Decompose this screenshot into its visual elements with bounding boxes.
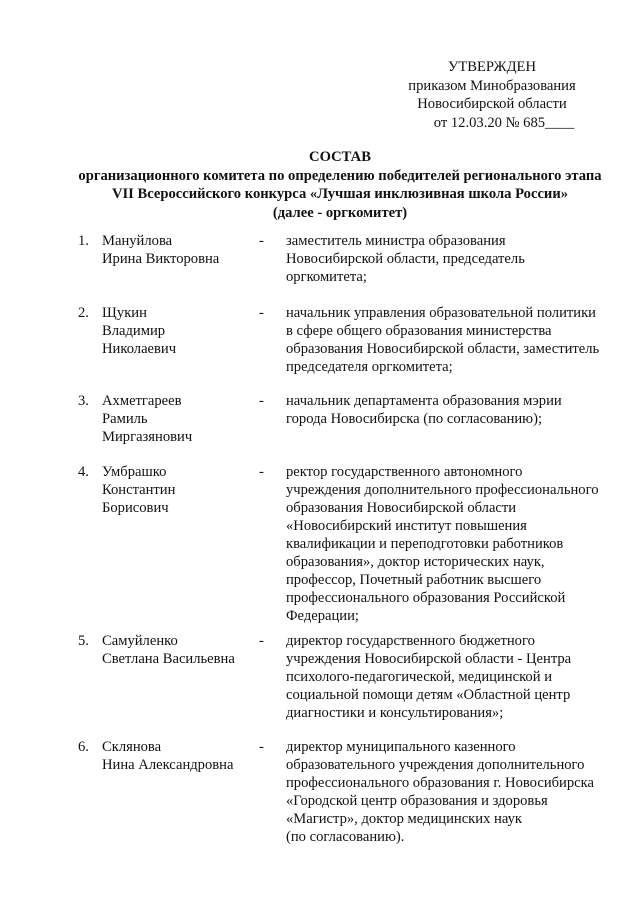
member-name-line: Ахметгареев: [102, 393, 182, 409]
member-description-line: города Новосибирска (по согласованию);: [286, 411, 543, 427]
member-description-line: социальной помощи детям «Областной центр: [286, 687, 571, 703]
title-line-3: (далее - оргкомитет): [272, 204, 408, 221]
member-description-line: психолого-педагогической, медицинской и: [286, 669, 552, 685]
member-description-line: учреждения дополнительного профессионального: [286, 482, 599, 498]
member-description-line: образования Новосибирской области, заместитель: [286, 341, 600, 357]
member-dash: -: [259, 393, 264, 409]
member-description-line: (по согласованию).: [286, 829, 405, 845]
member-number: 4.: [78, 464, 89, 480]
member-number: 6.: [78, 739, 89, 755]
member-description-line: директор муниципального казенного: [286, 739, 516, 755]
member-number: 3.: [78, 393, 89, 409]
member-description: [286, 463, 610, 625]
member-name: [102, 463, 242, 517]
member-dash: -: [259, 233, 264, 249]
member-description-line: директор государственного бюджетного: [286, 633, 535, 649]
member-description-line: начальник управления образовательной политики: [286, 305, 596, 321]
approval-line-approved: УТВЕРЖДЕН: [448, 59, 536, 75]
member-name: [102, 304, 242, 358]
member-name-line: Миргазянович: [102, 429, 193, 445]
member-name-line: Умбрашко: [102, 464, 167, 480]
member-description-line: профессор, Почетный работник высшего: [286, 572, 542, 588]
approval-line-region: Новосибирской области: [417, 96, 567, 112]
member-description-line: Новосибирской области, председатель: [286, 251, 525, 267]
member-name-line: Ирина Викторовна: [102, 251, 220, 267]
member-description-line: образования», доктор исторических наук,: [286, 554, 545, 570]
member-description-line: образования Новосибирской области: [286, 500, 517, 516]
member-number: 1.: [78, 233, 89, 249]
member-dash: -: [259, 739, 264, 755]
member-dash: -: [259, 464, 264, 480]
member-description-line: начальник департамента образования мэрии: [286, 393, 562, 409]
member-name-line: Борисович: [102, 500, 169, 516]
member-number: 2.: [78, 305, 89, 321]
member-description: [286, 632, 610, 722]
approval-stamp: [392, 58, 592, 132]
member-name: [102, 232, 242, 268]
member-description: [286, 392, 610, 428]
member-name-line: Рамиль: [102, 411, 148, 427]
member-name: [102, 738, 242, 774]
title-line-1: организационного комитета по определению победителей регионального этапа: [78, 167, 602, 184]
member-name-line: Склянова: [102, 739, 162, 755]
member-description-line: председателя оргкомитета;: [286, 359, 453, 375]
member-name-line: Светлана Васильевна: [102, 651, 235, 667]
member-description-line: заместитель министра образования: [286, 233, 506, 249]
member-description-line: учреждения Новосибирской области - Центра: [286, 651, 572, 667]
member-description-line: профессионального образования Российской: [286, 590, 566, 606]
member-description: [286, 232, 610, 286]
title-heading: СОСТАВ: [309, 149, 371, 165]
document-title: [60, 148, 620, 222]
member-description: [286, 738, 610, 846]
member-description-line: образовательного учреждения дополнительного: [286, 757, 585, 773]
member-name-line: Владимир: [102, 323, 166, 339]
member-description-line: профессионального образования г. Новосибирска: [286, 775, 594, 791]
member-name-line: Нина Александровна: [102, 757, 234, 773]
member-name-line: Щукин: [102, 305, 147, 321]
member-number: 5.: [78, 633, 89, 649]
member-description-line: в сфере общего образования министерства: [286, 323, 552, 339]
member-name-line: Николаевич: [102, 341, 177, 357]
member-name: [102, 392, 242, 446]
member-name: [102, 632, 242, 668]
approval-line-number: от 12.03.20 № 685____: [433, 114, 575, 131]
approval-line-order: приказом Минобразования: [408, 77, 576, 94]
member-description-line: диагностики и консультирования»;: [286, 705, 504, 721]
member-description-line: «Городской центр образования и здоровья: [286, 793, 548, 809]
member-description-line: «Новосибирский институт повышения: [286, 518, 527, 534]
member-description-line: ректор государственного автономного: [286, 464, 523, 480]
member-name-line: Константин: [102, 482, 176, 498]
member-description-line: оргкомитета;: [286, 269, 367, 285]
member-description-line: квалификации и переподготовки работников: [286, 536, 564, 552]
member-description-line: «Магистр», доктор медицинских наук: [286, 811, 522, 827]
member-description: [286, 304, 610, 376]
member-name-line: Мануйлова: [102, 233, 173, 249]
member-name-line: Самуйленко: [102, 633, 178, 649]
title-line-2: VII Всероссийского конкурса «Лучшая инклюзивная школа России»: [111, 186, 569, 202]
member-dash: -: [259, 633, 264, 649]
member-description-line: Федерации;: [286, 608, 359, 624]
member-dash: -: [259, 305, 264, 321]
